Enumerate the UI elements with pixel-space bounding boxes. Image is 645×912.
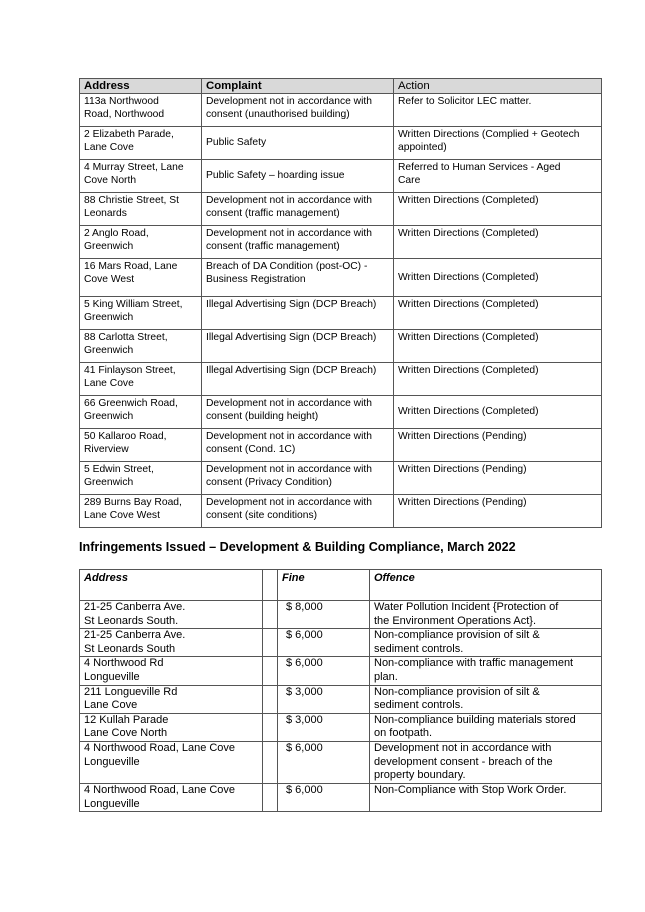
address-text: 12 Kullah Parade bbox=[84, 713, 169, 726]
address-text: 5 Edwin Street, bbox=[84, 464, 154, 476]
action-header: Action bbox=[394, 79, 602, 94]
offence-text: sediment controls. bbox=[374, 642, 464, 655]
action-text: Care bbox=[398, 174, 421, 186]
complaint-text: consent (traffic management) bbox=[206, 240, 340, 252]
offence-text: property boundary. bbox=[374, 769, 466, 782]
complaint-cell bbox=[202, 160, 394, 193]
offence-cell bbox=[370, 685, 602, 713]
address-cell bbox=[80, 127, 202, 160]
action-text: Written Directions (Completed) bbox=[398, 299, 539, 311]
address-text: Riverview bbox=[84, 443, 129, 455]
address-cell bbox=[80, 226, 202, 259]
complaint-row bbox=[80, 127, 602, 160]
complaint-text: consent (unauthorised building) bbox=[206, 108, 350, 120]
infringement-row bbox=[80, 685, 602, 713]
complaint-text: Public Safety – hoarding issue bbox=[206, 170, 345, 182]
offence-text: development consent - breach of the bbox=[374, 755, 553, 768]
complaint-text: Development not in accordance with bbox=[206, 195, 372, 207]
address-cell bbox=[80, 495, 202, 528]
address-text: 113a Northwood bbox=[84, 96, 159, 108]
complaint-text: consent (Privacy Condition) bbox=[206, 476, 332, 488]
complaints-header-row bbox=[80, 79, 602, 94]
complaint-cell bbox=[202, 94, 394, 127]
fine-cell: $ 6,000 bbox=[278, 629, 370, 657]
address-text: 5 King William Street, bbox=[84, 299, 183, 311]
action-cell bbox=[394, 363, 602, 396]
offence-cell bbox=[370, 629, 602, 657]
address-text: Lane Cove bbox=[84, 141, 134, 153]
offence-text: Non-compliance with traffic management bbox=[374, 657, 574, 670]
action-text: Written Directions (Completed) bbox=[398, 332, 539, 344]
address-text: 16 Mars Road, Lane bbox=[84, 261, 178, 273]
complaint-row bbox=[80, 462, 602, 495]
address-text: 4 Northwood Road, Lane Cove bbox=[84, 783, 236, 796]
fine-cell: $ 6,000 bbox=[278, 741, 370, 783]
address-text: Greenwich bbox=[84, 476, 134, 488]
address-text: Greenwich bbox=[84, 240, 134, 252]
address-text: Greenwich bbox=[84, 344, 134, 356]
address-text: 4 Northwood Rd bbox=[84, 657, 164, 670]
complaints-table bbox=[79, 78, 602, 528]
action-text: Refer to Solicitor LEC matter. bbox=[398, 96, 532, 108]
address-text: 2 Elizabeth Parade, bbox=[84, 129, 174, 141]
complaint-text: Development not in accordance with bbox=[206, 497, 372, 509]
address-text: Longueville bbox=[84, 755, 140, 768]
infringement-row bbox=[80, 601, 602, 629]
address-text: Lane Cove North bbox=[84, 727, 168, 740]
address-text: Road, Northwood bbox=[84, 108, 165, 120]
infringement-row bbox=[80, 783, 602, 811]
complaint-text: Business Registration bbox=[206, 273, 306, 285]
address-text: Greenwich bbox=[84, 311, 134, 323]
address-cell bbox=[80, 94, 202, 127]
complaint-row bbox=[80, 495, 602, 528]
spacer-cell bbox=[263, 783, 278, 811]
action-text: Written Directions (Pending) bbox=[398, 431, 527, 443]
complaint-cell bbox=[202, 193, 394, 226]
offence-text: sediment controls. bbox=[374, 699, 464, 712]
complaint-cell bbox=[202, 127, 394, 160]
fine-cell: $ 6,000 bbox=[278, 783, 370, 811]
fine-cell: $ 3,000 bbox=[278, 713, 370, 741]
action-text: appointed) bbox=[398, 141, 447, 153]
complaint-text: Illegal Advertising Sign (DCP Breach) bbox=[206, 299, 377, 311]
offence-text: plan. bbox=[374, 670, 398, 683]
address-text: Longueville bbox=[84, 797, 140, 810]
spacer-cell bbox=[263, 713, 278, 741]
complaint-text: consent (traffic management) bbox=[206, 207, 340, 219]
infringement-row bbox=[80, 713, 602, 741]
address-text: Lane Cove bbox=[84, 377, 134, 389]
action-cell bbox=[394, 94, 602, 127]
spacer-cell bbox=[263, 685, 278, 713]
complaint-row bbox=[80, 160, 602, 193]
offence-text: Non-compliance building materials stored bbox=[374, 713, 576, 726]
complaint-text: Development not in accordance with bbox=[206, 464, 372, 476]
offence-text: the Environment Operations Act}. bbox=[374, 614, 537, 627]
address-text: Greenwich bbox=[84, 410, 134, 422]
address-text: 211 Longueville Rd bbox=[84, 685, 178, 698]
address-cell bbox=[80, 396, 202, 429]
address-text: 66 Greenwich Road, bbox=[84, 398, 178, 410]
address-cell bbox=[80, 713, 263, 741]
complaint-row bbox=[80, 94, 602, 127]
action-cell bbox=[394, 193, 602, 226]
complaint-cell bbox=[202, 297, 394, 330]
address-text: 4 Northwood Road, Lane Cove bbox=[84, 741, 236, 754]
fine-cell: $ 6,000 bbox=[278, 657, 370, 685]
address-cell bbox=[80, 601, 263, 629]
address-text: 88 Carlotta Street, bbox=[84, 332, 168, 344]
complaint-cell bbox=[202, 259, 394, 297]
complaint-cell bbox=[202, 495, 394, 528]
address-text: 21-25 Canberra Ave. bbox=[84, 629, 186, 642]
address-cell bbox=[80, 297, 202, 330]
complaint-row bbox=[80, 226, 602, 259]
action-text: Referred to Human Services - Aged bbox=[398, 162, 561, 174]
offence-cell bbox=[370, 741, 602, 783]
address-text: Cove West bbox=[84, 273, 135, 285]
complaint-row bbox=[80, 193, 602, 226]
offence-cell bbox=[370, 601, 602, 629]
complaint-cell bbox=[202, 396, 394, 429]
complaint-text: Illegal Advertising Sign (DCP Breach) bbox=[206, 365, 377, 377]
action-text: Written Directions (Completed) bbox=[398, 365, 539, 377]
address-cell bbox=[80, 462, 202, 495]
address-text: Lane Cove West bbox=[84, 509, 160, 521]
offence-text: on footpath. bbox=[374, 727, 433, 740]
address-text: 88 Christie Street, St bbox=[84, 195, 179, 207]
infringements-header-row bbox=[80, 570, 602, 601]
action-cell bbox=[394, 396, 602, 429]
address-cell bbox=[80, 429, 202, 462]
action-text: Written Directions (Completed) bbox=[398, 271, 539, 283]
fine-header: Fine bbox=[278, 570, 370, 601]
complaint-text: Illegal Advertising Sign (DCP Breach) bbox=[206, 332, 377, 344]
fine-cell: $ 8,000 bbox=[278, 601, 370, 629]
action-text: Written Directions (Completed) bbox=[398, 228, 539, 240]
complaint-text: consent (building height) bbox=[206, 410, 319, 422]
action-text: Written Directions (Pending) bbox=[398, 464, 527, 476]
offence-text: Non-compliance provision of silt & bbox=[374, 629, 540, 642]
address-text: Longueville bbox=[84, 670, 140, 683]
address-cell bbox=[80, 193, 202, 226]
offence-cell bbox=[370, 713, 602, 741]
complaint-cell bbox=[202, 330, 394, 363]
complaint-text: Development not in accordance with bbox=[206, 398, 372, 410]
address-header: Address bbox=[80, 570, 263, 601]
address-text: Lane Cove bbox=[84, 699, 138, 712]
address-cell bbox=[80, 160, 202, 193]
action-cell bbox=[394, 495, 602, 528]
complaint-text: Development not in accordance with bbox=[206, 96, 372, 108]
infringement-row bbox=[80, 657, 602, 685]
address-text: 50 Kallaroo Road, bbox=[84, 431, 167, 443]
address-text: St Leonards South. bbox=[84, 614, 179, 627]
action-text: Written Directions (Completed) bbox=[398, 406, 539, 418]
spacer-cell bbox=[263, 741, 278, 783]
offence-cell bbox=[370, 783, 602, 811]
offence-text: Development not in accordance with bbox=[374, 741, 552, 754]
action-cell bbox=[394, 297, 602, 330]
address-text: Cove North bbox=[84, 174, 137, 186]
address-text: St Leonards South bbox=[84, 642, 176, 655]
action-cell bbox=[394, 330, 602, 363]
address-cell bbox=[80, 629, 263, 657]
address-text: 289 Burns Bay Road, bbox=[84, 497, 182, 509]
complaint-row bbox=[80, 297, 602, 330]
infringements-heading: Infringements Issued – Development & Building Compliance, March 2022 bbox=[79, 540, 516, 554]
complaint-text: consent (site conditions) bbox=[206, 509, 318, 521]
address-text: 41 Finlayson Street, bbox=[84, 365, 176, 377]
complaint-header: Complaint bbox=[202, 79, 394, 94]
action-text: Written Directions (Complied + Geotech bbox=[398, 129, 580, 141]
action-text: Written Directions (Completed) bbox=[398, 195, 539, 207]
action-text: Written Directions (Pending) bbox=[398, 497, 527, 509]
complaint-row bbox=[80, 259, 602, 297]
complaint-row bbox=[80, 363, 602, 396]
action-cell bbox=[394, 259, 602, 297]
address-cell bbox=[80, 259, 202, 297]
complaint-row bbox=[80, 330, 602, 363]
action-cell bbox=[394, 226, 602, 259]
offence-header: Offence bbox=[370, 570, 602, 601]
complaint-text: Public Safety bbox=[206, 137, 267, 149]
complaint-text: Development not in accordance with bbox=[206, 431, 372, 443]
address-text: 2 Anglo Road, bbox=[84, 228, 149, 240]
offence-text: Non-Compliance with Stop Work Order. bbox=[374, 783, 567, 796]
spacer-cell bbox=[263, 601, 278, 629]
spacer-cell bbox=[263, 570, 278, 601]
complaint-cell bbox=[202, 363, 394, 396]
complaint-row bbox=[80, 429, 602, 462]
offence-text: Water Pollution Incident {Protection of bbox=[374, 601, 559, 613]
address-cell bbox=[80, 330, 202, 363]
offence-text: Non-compliance provision of silt & bbox=[374, 685, 540, 698]
address-cell bbox=[80, 741, 263, 783]
complaint-text: Breach of DA Condition (post-OC) - bbox=[206, 261, 368, 273]
infringements-table bbox=[79, 569, 602, 812]
fine-cell: $ 3,000 bbox=[278, 685, 370, 713]
action-cell bbox=[394, 429, 602, 462]
offence-cell bbox=[370, 657, 602, 685]
action-cell bbox=[394, 127, 602, 160]
complaint-cell bbox=[202, 226, 394, 259]
address-cell bbox=[80, 363, 202, 396]
address-text: 21-25 Canberra Ave. bbox=[84, 601, 186, 613]
action-cell bbox=[394, 160, 602, 193]
address-cell bbox=[80, 657, 263, 685]
action-cell bbox=[394, 462, 602, 495]
address-cell bbox=[80, 685, 263, 713]
infringement-row bbox=[80, 629, 602, 657]
complaint-cell bbox=[202, 429, 394, 462]
address-text: Leonards bbox=[84, 207, 127, 219]
address-cell bbox=[80, 783, 263, 811]
infringement-row bbox=[80, 741, 602, 783]
address-header: Address bbox=[80, 79, 202, 94]
spacer-cell bbox=[263, 629, 278, 657]
complaint-text: consent (Cond. 1C) bbox=[206, 443, 296, 455]
complaint-cell bbox=[202, 462, 394, 495]
complaint-text: Development not in accordance with bbox=[206, 228, 372, 240]
complaint-row bbox=[80, 396, 602, 429]
spacer-cell bbox=[263, 657, 278, 685]
address-text: 4 Murray Street, Lane bbox=[84, 162, 184, 174]
